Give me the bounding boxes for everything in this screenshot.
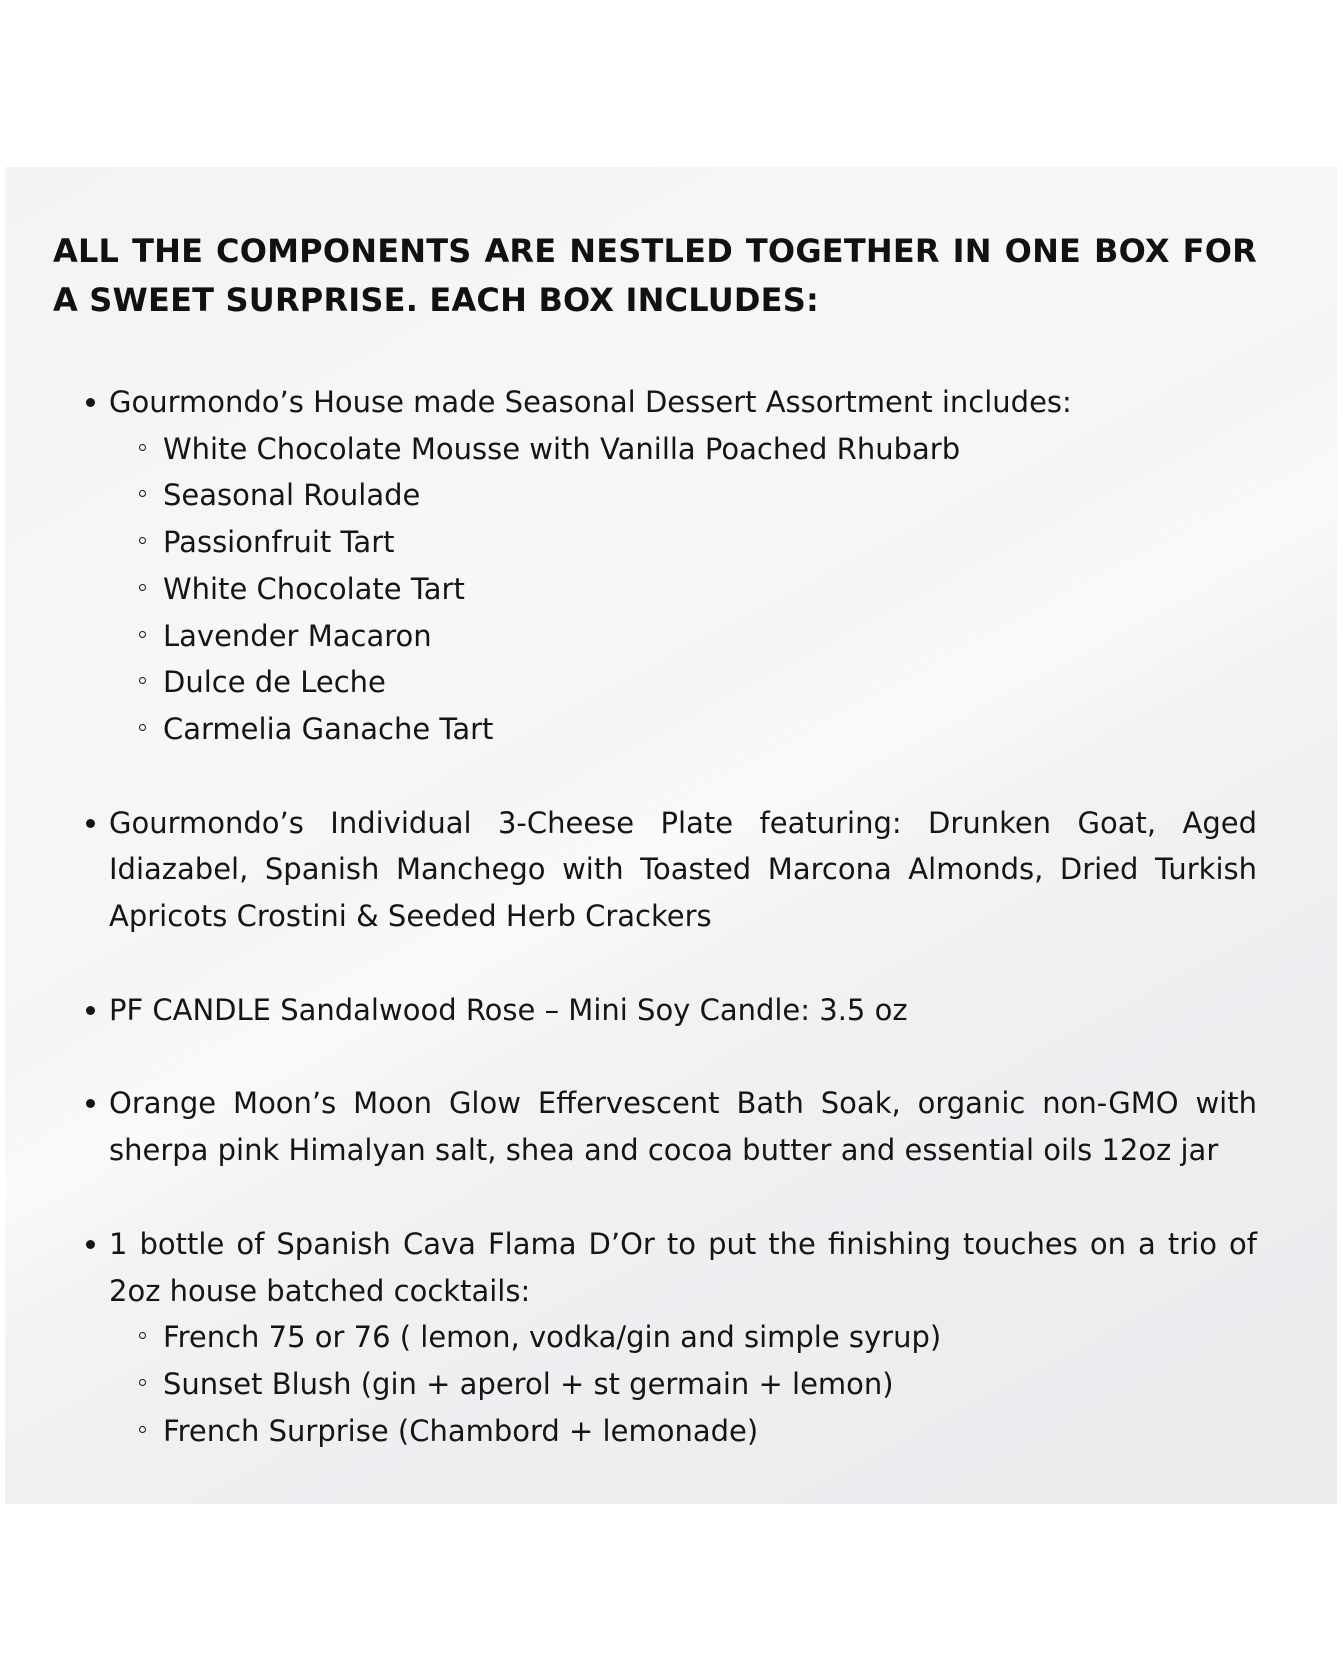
bullet-circle: [139, 490, 146, 497]
list-item-text: Gourmondo’s Individual 3-Cheese Plate featuring: Drunken Goat, Aged Idiazabel, Spanish Manchego with Toasted Marcona Almonds, Dried Turkish Apricots Crostini & Seeded Herb Crackers: [109, 805, 1257, 934]
bullet-circle: [139, 1426, 146, 1433]
sublist-item: White Chocolate Mousse with Vanilla Poached Rhubarb: [109, 426, 1257, 473]
bullet-circle: [139, 1332, 146, 1339]
bullet-circle: [139, 724, 146, 731]
list-item-text: 1 bottle of Spanish Cava Flama D’Or to put the finishing touches on a trio of 2oz house batched cocktails:: [109, 1226, 1257, 1308]
bullet-circle: [139, 537, 146, 544]
list-item-cheese-plate: [53, 800, 1257, 940]
list-item-bath-soak: [53, 1080, 1257, 1173]
list-item-text: Gourmondo’s House made Seasonal Dessert Assortment includes:: [109, 385, 1072, 419]
bullet-dot: [86, 1006, 95, 1015]
list-item-cava-cocktails: [53, 1221, 1257, 1455]
bullet-dot: [86, 819, 95, 828]
list-item-text: PF CANDLE Sandalwood Rose – Mini Soy Candle: 3.5 oz: [109, 992, 908, 1027]
sublist-item: Seasonal Roulade: [109, 472, 1257, 519]
list-item-candle: [53, 987, 1257, 1034]
dessert-sublist: [109, 426, 1257, 753]
sublist-item: French 75 or 76 ( lemon, vodka/gin and simple syrup): [109, 1314, 1257, 1361]
cocktail-sublist: [109, 1314, 1257, 1454]
headline: ALL THE COMPONENTS ARE NESTLED TOGETHER IN ONE BOX FOR A SWEET SURPRISE. EACH BOX INCLUDES:: [53, 232, 1257, 319]
sublist-item: White Chocolate Tart: [109, 566, 1257, 613]
sublist-item: Carmelia Ganache Tart: [109, 706, 1257, 753]
sublist-item: Dulce de Leche: [109, 659, 1257, 706]
bullet-dot: [86, 398, 95, 407]
list-item-text: Orange Moon’s Moon Glow Effervescent Bath Soak, organic non-GMO with sherpa pink Himalyan salt, shea and cocoa butter and essential oils 12oz jar: [109, 1086, 1257, 1168]
bullet-circle: [139, 584, 146, 591]
bullet-circle: [139, 1379, 146, 1386]
sublist-item: Sunset Blush (gin + aperol + st germain + lemon): [109, 1361, 1257, 1408]
sublist-item: French Surprise (Chambord + lemonade): [109, 1408, 1257, 1455]
bullet-circle: [139, 677, 146, 684]
bullet-circle: [139, 631, 146, 638]
bullet-circle: [139, 444, 146, 451]
content-card: [5, 167, 1337, 1504]
bullet-dot: [86, 1099, 95, 1108]
list-item-dessert-assortment: [53, 379, 1257, 753]
box-contents-list: [53, 379, 1257, 1454]
bullet-dot: [86, 1240, 95, 1249]
sublist-item: Lavender Macaron: [109, 613, 1257, 660]
sublist-item: Passionfruit Tart: [109, 519, 1257, 566]
